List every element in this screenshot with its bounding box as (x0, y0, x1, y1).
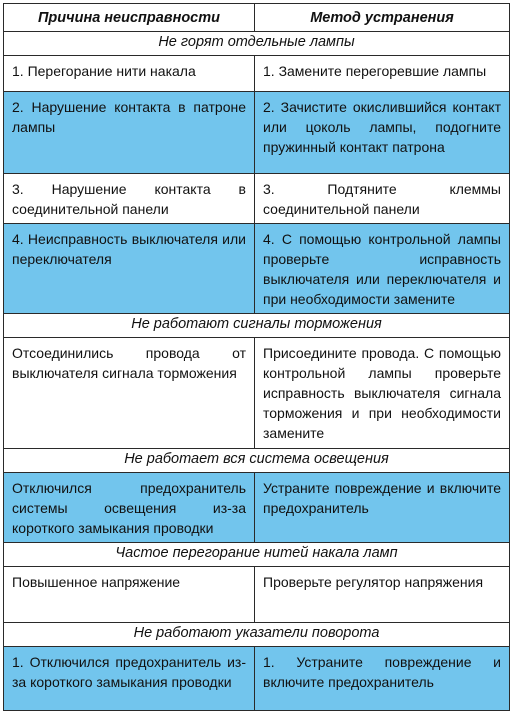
table-row (4, 647, 510, 711)
method-cell: 1. Замените перегоревшие лампы (255, 56, 510, 92)
section-row (4, 543, 510, 567)
method-cell: 1. Устраните повреждение и включите предохранитель (255, 647, 510, 711)
section-row (4, 449, 510, 473)
cause-cell: Отсоединились провода от выключателя сигнала торможения (4, 338, 255, 449)
section-title: Частое перегорание нитей накала ламп (4, 543, 510, 567)
table-row (4, 92, 510, 174)
troubleshooting-table (3, 3, 510, 711)
method-cell: Присоедините провода. С помощью контрольной лампы проверьте исправность выключателя сигнала торможения и при необходимости замените (255, 338, 510, 449)
table-row (4, 224, 510, 314)
section-title: Не работают указатели поворота (4, 623, 510, 647)
cause-cell: 3. Нарушение контакта в соединительной панели (4, 174, 255, 224)
table-header-row (4, 4, 510, 32)
cause-cell: 1. Отключился предохранитель из-за короткого замыкания проводки (4, 647, 255, 711)
header-cause: Причина неисправности (4, 4, 255, 32)
cause-cell: Отключился предохранитель системы освещения из-за короткого замыкания проводки (4, 473, 255, 543)
cause-cell: 1. Перегорание нити накала (4, 56, 255, 92)
method-cell: 2. Зачистите окислившийся контакт или цоколь лампы, подогните пружинный контакт патрона (255, 92, 510, 174)
section-title: Не горят отдельные лампы (4, 32, 510, 56)
table-row (4, 56, 510, 92)
cause-cell: 2. Нарушение контакта в патроне лампы (4, 92, 255, 174)
section-title: Не работают сигналы торможения (4, 314, 510, 338)
cause-cell: Повышенное напряжение (4, 567, 255, 623)
table-row (4, 174, 510, 224)
table-row (4, 473, 510, 543)
table-row (4, 567, 510, 623)
method-cell: 3. Подтяните клеммы соединительной панели (255, 174, 510, 224)
method-cell: 4. С помощью контрольной лампы проверьте исправность выключателя или переключателя и при необходимости замените (255, 224, 510, 314)
method-cell: Устраните повреждение и включите предохранитель (255, 473, 510, 543)
section-row (4, 623, 510, 647)
section-row (4, 314, 510, 338)
method-cell: Проверьте регулятор напряжения (255, 567, 510, 623)
table-row (4, 338, 510, 449)
cause-cell: 4. Неисправность выключателя или переключателя (4, 224, 255, 314)
header-method: Метод устранения (255, 4, 510, 32)
section-row (4, 32, 510, 56)
section-title: Не работает вся система освещения (4, 449, 510, 473)
